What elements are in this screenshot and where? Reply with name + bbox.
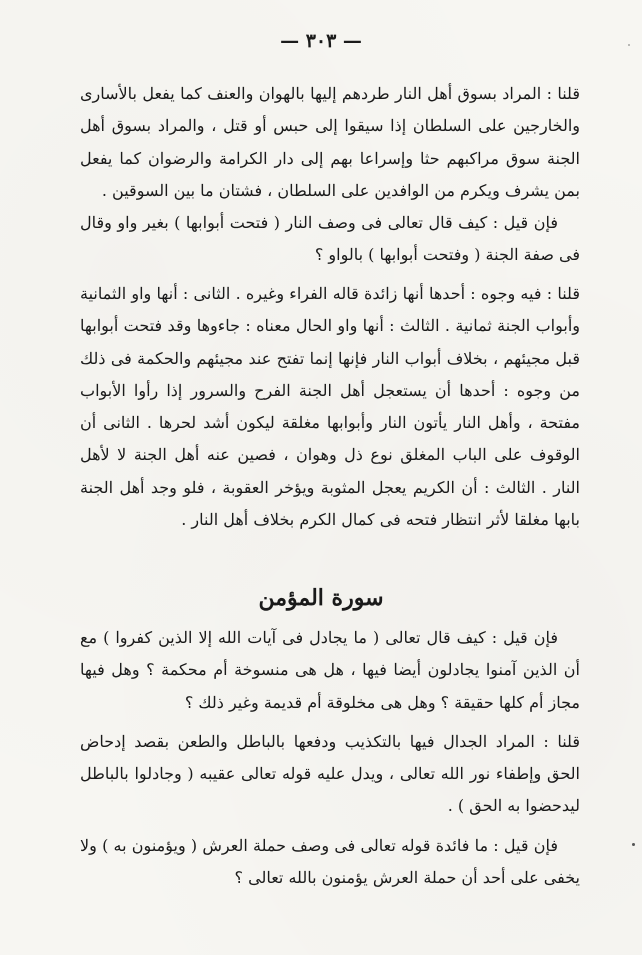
middle-text-block — [80, 278, 580, 536]
top-text-block — [80, 78, 580, 272]
bottom-text-block — [80, 622, 580, 894]
paragraph-question-throne-bearers: فإن قيل : ما فائدة قوله تعالى فى وصف حملة العرش ( ويؤمنون به ) ولا يخفى على أحد أن حملة العرش يؤمنون بالله تعالى ؟ — [80, 835, 580, 888]
surah-heading: سورة المؤمن — [258, 585, 384, 611]
paragraph-answer-driving: قلنا : المراد بسوق أهل النار طردهم إليها بالهوان والعنف كما يفعل بالأسارى والخارجين على السلطان إذا سيقوا إلى حبس أو قتل ، والمراد بسوق أهل الجنة سوق مراكبهم حثا وإسراعا بهم إلى دار الكرامة والرضوان كما يفعل بمن يشرف ويكرم من الوافدين على السلطان ، فشتان ما بين السوقين . — [80, 84, 580, 200]
scan-speck — [628, 44, 630, 46]
paragraph-question-dispute: فإن قيل : كيف قال تعالى ( ما يجادل فى آيات الله إلا الذين كفروا ) مع أن الذين آمنوا يجادلون أيضا فيها ، هل هى منسوخة أم محكمة ؟ وهل فيها مجاز أم كلها حقيقة ؟ وهل هى مخلوقة أم قديمة وغير ذلك ؟ — [80, 628, 580, 712]
paragraph-answer-waw: قلنا : فيه وجوه : أحدها أنها زائدة قاله الفراء وغيره . الثانى : أنها واو الثمانية وأبواب الجنة ثمانية . الثالث : أنها واو الحال معناه : جاءوها وقد فتحت أبوابها قبل مجيئهم ، بخلاف أبواب النار فإنها إنما تفتح عند مجيئهم والحكمة فى ذلك من وجوه : أحدها أن يستعجل أهل الجنة الفرح والسرور إذا رأوا الأبواب مفتحة ، وأهل النار يأتون النار وأبوابها مغلقة ليكون أشد لحرها . الثانى أن الوقوف على الباب المغلق نوع ذل وهوان ، فصين عنه أهل الجنة لا لأهل النار . الثالث : أن الكريم يعجل المثوبة ويؤخر العقوبة ، فلو وجد أهل الجنة بابها مغلقا لأثر انتظار فتحه فى كمال الكرم بخلاف أهل النار . — [80, 284, 580, 530]
paragraph-answer-dispute: قلنا : المراد الجدال فيها بالتكذيب ودفعها بالباطل والطعن بقصد إدحاض الحق وإطفاء نور الله تعالى ، ويدل عليه قوله تعالى عقيبه ( وجادلوا بالباطل ليدحضوا به الحق ) . — [80, 731, 580, 816]
scan-speck — [632, 843, 635, 846]
paragraph-question-gates: فإن قيل : كيف قال تعالى فى وصف النار ( فتحت أبوابها ) بغير واو وقال فى صفة الجنة ( وفتحت أبوابها ) بالواو ؟ — [80, 213, 580, 265]
page-number: — ٣٠٣ — — [280, 30, 362, 52]
